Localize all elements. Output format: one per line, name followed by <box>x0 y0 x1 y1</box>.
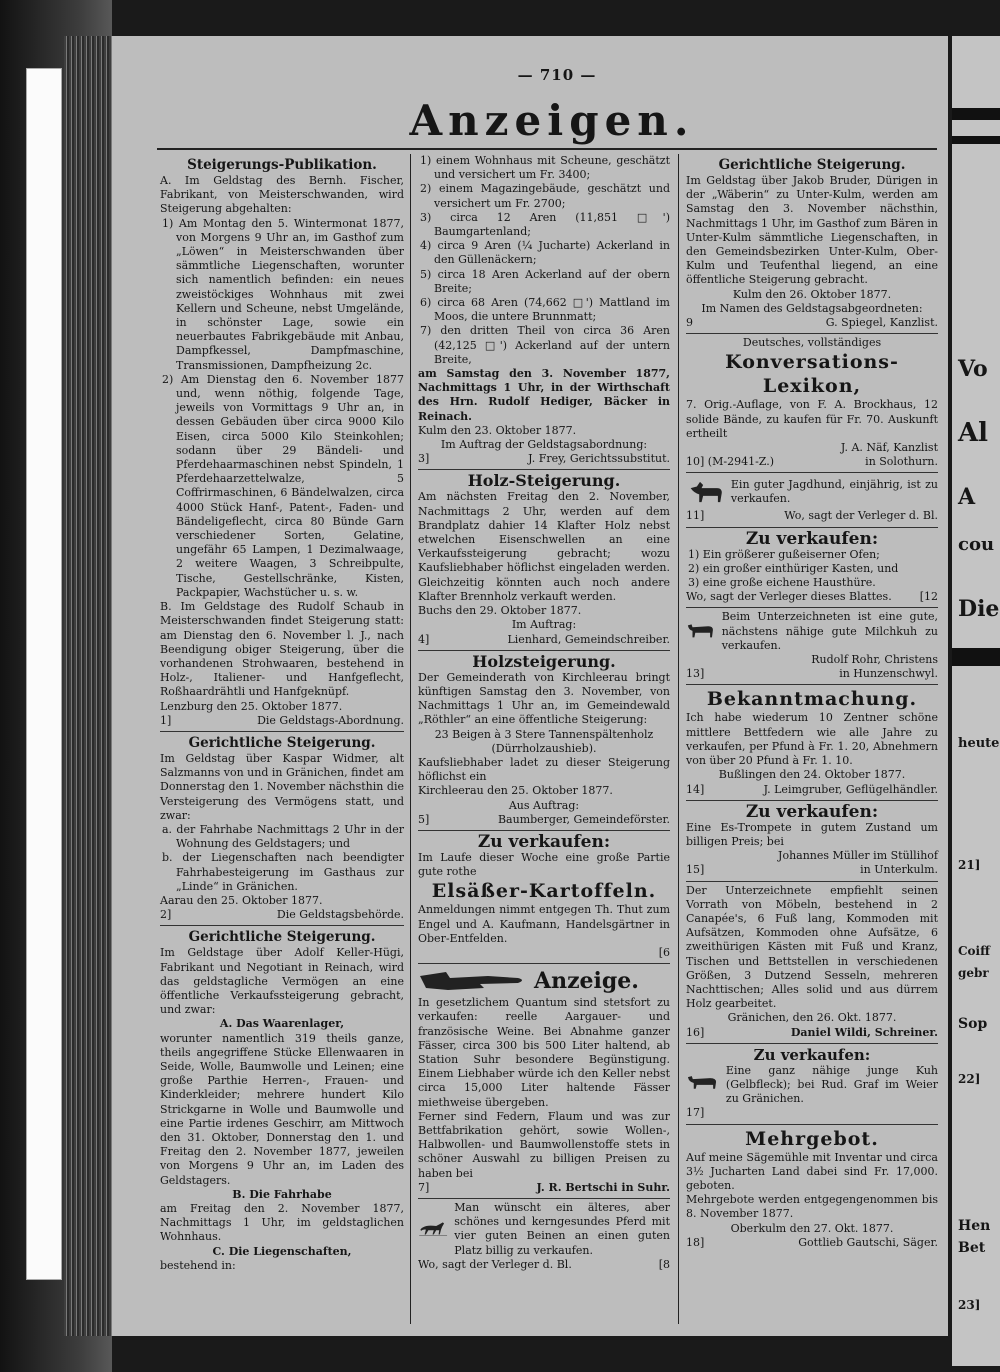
ad-number: 1] <box>160 713 172 727</box>
list-item: 6) circa 68 Aren (74,662 □') Mattland im Moos, die untere Brunnmatt; <box>420 296 670 324</box>
facing-text: Al <box>958 418 989 448</box>
subheading: B. Die Fahrhabe <box>232 1187 332 1201</box>
column-rule <box>678 154 679 1324</box>
signature: Die Geldstagsbehörde. <box>276 908 404 922</box>
kartoffeln-heading: Elsäßer-Kartoffeln. <box>431 880 657 903</box>
list-item: 5) circa 18 Aren Ackerland auf der obern Breite; <box>420 267 670 295</box>
paragraph: worunter namentlich 319 theils ganze, theils angegriffene Stücke Ellenwaaren in Seide, Wolle, Baumwolle und Leinen; eine große Parthie Herren-, Frauen- und Kinderkleider; mehrere hundert Kilo Strickgarne in Wolle und Baumwolle und eine Partie irdenes Geschirr, am Mittwoch den 31. Oktober, Donnerstag den 1. und Freitag den 2. November 1877, jeweilen von Morgens 9 Uhr an, im Laden des Geldstagers. <box>160 1031 404 1187</box>
signature: J. A. Näf, Kanzlist <box>840 441 938 455</box>
divider <box>686 1124 938 1125</box>
list-item: 7) den dritten Theil von circa 36 Aren (42,125 □') Ackerland auf der untern Breite, <box>420 324 670 366</box>
date-line: Bußlingen den 24. Oktober 1877. <box>718 768 906 782</box>
list-item: 4) circa 9 Aren (¼ Jucharte) Ackerland in den Güllenäckern; <box>420 239 670 267</box>
subheading: A. Das Waarenlager, <box>219 1017 345 1031</box>
list-item: 3) circa 12 Aren (11,851 □') Baumgartenland; <box>420 210 670 239</box>
list-item: 2) ein großer einthüriger Kasten, und <box>688 561 899 575</box>
left-column <box>160 154 404 1273</box>
verkaufen-heading: Zu verkaufen: <box>753 1045 871 1064</box>
paragraph: In gesetzlichem Quantum sind stetsfort zu verkaufen: reelle Aargauer- und französische Weine. Bei Abnahme ganzer Fässer, circa 300 bis 500 Liter haltend, ab Station Suhr besondere Begünstigung. Einem Liebhaber würde ich den Keller nebst circa 15,000 Liter haltende Fässer miethweise übergeben. <box>418 996 670 1109</box>
list-item: b. der Liegenschaften nach beendigter Fahrhabesteigerung im Gasthaus zur „Linde“ in Gränichen. <box>162 851 404 893</box>
paragraph: Ein guter Jagdhund, einjährig, ist zu verkaufen. <box>730 478 938 506</box>
dog-icon <box>686 475 725 509</box>
ad-number: 4] <box>418 632 430 646</box>
facing-text: 23] <box>958 1298 981 1312</box>
signature: in Hunzenschwyl. <box>839 667 938 681</box>
verkaufen-heading: Zu verkaufen: <box>477 831 611 852</box>
paper-strip <box>26 68 62 1280</box>
facing-text: A <box>958 484 976 510</box>
ad-code: (M-2941-Z.) <box>707 455 775 469</box>
holz-heading: Holz-Steigerung. <box>467 471 621 491</box>
paragraph: Man wünscht ein älteres, aber schönes und kerngesundes Pferd mit vier guten Beinen an einen guten Platz billig zu verkaufen. <box>454 1201 670 1257</box>
divider <box>686 881 938 882</box>
divider <box>418 830 670 831</box>
paragraph: Im Geldstage über Adolf Keller-Hügi, Fabrikant und Negotiant in Reinach, wird das geldstagliche Vermögen an eine öffentliche Verkaufssteigerung gebracht, und zwar: <box>160 946 404 1017</box>
signature: Gottlieb Gautschi, Säger. <box>798 1235 938 1249</box>
divider <box>686 684 938 685</box>
date-line: Kulm den 23. Oktober 1877. <box>418 423 577 437</box>
paragraph: A. Im Geldstag des Bernh. Fischer, Fabrikant, von Meisterschwanden, wird Steigerung abgehalten: <box>160 174 404 216</box>
ad-number: [12 <box>919 590 938 604</box>
date-line: Gränichen, den 26. Okt. 1877. <box>727 1011 897 1025</box>
ad-number: 14] <box>686 782 705 796</box>
middle-column <box>418 154 670 1272</box>
paragraph: 7. Orig.-Auflage, von F. A. Brockhaus, 12 solide Bände, zu kaufen für Fr. 70. Auskunft ertheilt <box>686 398 938 440</box>
divider <box>418 650 670 651</box>
signature: Die Geldstags-Abordnung. <box>257 713 404 727</box>
list-item: 1) einem Wohnhaus mit Scheune, geschätzt und versichert um Fr. 3400; <box>420 154 670 182</box>
ad-number: 17] <box>686 1106 705 1120</box>
list-item: a. der Fahrhabe Nachmittags 2 Uhr in der Wohnung des Geldstagers; und <box>162 822 404 851</box>
paragraph: Im Geldstag über Jakob Bruder, Dürigen in der „Wäberin“ zu Unter-Kulm, werden am Samstag den 3. November nächsthin, Nachmittags 1 Uhr, im Gasthof zum Bären in Unter-Kulm sämmtliche Liegenschaften, in den Gemeindsbezirken Unter-Kulm, Ober-Kulm und Teufenthal liegend, an eine öffentliche Steigerung gebracht. <box>686 174 938 287</box>
facing-text: Die <box>958 596 1000 622</box>
paragraph: Ferner sind Federn, Flaum und was zur Bettfabrikation gehört, sowie Wollen-, Halbwollen- und Baumwollenstoffe stets in schöner Auswahl zu billigen Preisen zu haben bei <box>418 1109 670 1180</box>
ad-number: 3] <box>418 452 430 466</box>
signature: G. Spiegel, Kanzlist. <box>825 316 938 330</box>
page-title: Anzeigen. <box>409 96 695 145</box>
list-item: 2) einem Magazingebäude, geschätzt und versichert um Fr. 2700; <box>420 182 670 210</box>
paragraph: Mehrgebote werden entgegengenommen bis 8. November 1877. <box>686 1193 938 1221</box>
divider <box>418 469 670 470</box>
paragraph: Der Unterzeichnete empfiehlt seinen Vorrath von Möbeln, bestehend in 2 Canapée's, 6 Fuß lang, Kommoden mit Aufsätzen, Kommoden ohne Aufsätze, 6 zweithürigen Kästen mit Fuß und Kranz, Tischen und Bettstellen in verschiedenen Größen, 3 Dutzend Sesseln, mehreren Nachttischen; Alles solid und aus dürrem Holz gearbeitet. <box>686 883 938 1011</box>
paragraph: Auf meine Sägemühle mit Inventar und circa 3½ Jucharten Land dabei sind Fr. 17,000. geboten. <box>686 1150 938 1192</box>
lexikon-top: Deutsches, vollständiges <box>742 336 882 350</box>
gerichtliche-heading: Gerichtliche Steigerung. <box>188 929 376 946</box>
divider <box>686 800 938 801</box>
date-line: Oberkulm den 27. Okt. 1877. <box>730 1221 894 1235</box>
divider <box>418 963 670 964</box>
where-line: Wo, sagt der Verleger d. Bl. <box>784 509 938 523</box>
paragraph: Eine Es-Trompete in gutem Zustand um billigen Preis; bei <box>686 820 938 848</box>
cow-icon <box>686 610 716 650</box>
divider <box>686 1043 938 1044</box>
ad-number: 9 <box>686 316 693 330</box>
ad-number: [6 <box>658 945 670 959</box>
auftrag-line: Aus Auftrag: <box>508 798 580 812</box>
signature: J. R. Bertschi in Suhr. <box>536 1180 670 1194</box>
page-number: — 710 — <box>517 66 597 84</box>
paragraph: Im Geldstag über Kaspar Widmer, alt Salzmanns von und in Gränichen, findet am Donnerstag den 1. November nächsthin die Versteigerung des Vermögens statt, und zwar: <box>160 751 404 822</box>
paragraph: Eine ganz nähige junge Kuh (Gelbfleck); bei Rud. Graf im Weier zu Gränichen. <box>725 1063 938 1106</box>
divider <box>686 472 938 473</box>
facing-rule <box>952 136 1000 144</box>
paragraph: bestehend in: <box>160 1258 236 1272</box>
where-line: Wo, sagt der Verleger d. Bl. <box>418 1257 572 1271</box>
list-item: 2) Am Dienstag den 6. November 1877 und, wenn nöthig, folgende Tage, jeweils von Vormittags 9 Uhr an, in dessen Gebäuden über circa 9000 Kilo Eisen, circa 5000 Kilo Steinkohlen; sodann über 29 Bändeli- und Pferdehaarmaschinen nebst Spindeln, 1 Pferdehaarzettelwalze, 5 Coffrirmaschinen, 6 Bändelwalzen, circa 4000 Stück Hanf-, Patent-, Faden- und Bändeligeflecht, circa 80 Bünde Garn verschiedener Sorten, Gelatine, ungefähr 65 Lampen, 1 Dezimalwaage, 2 weitere Waagen, 3 Schreibpulte, Tische, Gestellschränke, Kisten, Packpapier, Wachstücher u. s. w. <box>162 372 404 599</box>
paragraph: Der Gemeinderath von Kirchleerau bringt künftigen Samstag den 3. November, von Nachmittags 1 Uhr an, im Gemeindewald „Röthler“ an eine öffentliche Steigerung: <box>418 670 670 727</box>
holz-heading: Holzsteigerung. <box>472 651 616 671</box>
anzeige-heading: Anzeige. <box>534 968 639 995</box>
divider <box>418 1198 670 1199</box>
facing-text: Sop <box>958 1016 988 1032</box>
facing-rule <box>952 648 1000 666</box>
divider <box>686 607 938 608</box>
auftrag-line: Im Auftrag der Geldstagsabordnung: <box>440 438 648 452</box>
signature: Rudolf Rohr, Christens <box>811 653 938 667</box>
signature: J. Frey, Gerichtssubstitut. <box>528 452 670 466</box>
list-item: 1) Ein größerer gußeiserner Ofen; <box>688 547 880 561</box>
list-item: 1) Am Montag den 5. Wintermonat 1877, von Morgens 9 Uhr an, im Gasthof zum „Löwen“ in Meisterschwanden über sämmtliche Liegenschaften, worunter sich namentlich befinden: ein neues zweistöckiges Wohnhaus mit zwei Kellern und Scheune, nebst Umgelände, in schönster Lage, sowie ein neuerbautes Fabrikgebäude mit Anbau, Dampfkessel, Dampfmaschine, Transmissionen, Dampfheizung 2c. <box>162 216 404 372</box>
ad-number: 18] <box>686 1235 705 1249</box>
paragraph: am Samstag den 3. November 1877, Nachmittags 1 Uhr, in der Wirthschaft des Hrn. Rudolf Hediger, Bäcker in Reinach. <box>418 367 670 423</box>
facing-text: 21] <box>958 858 981 872</box>
cow-icon <box>686 1064 720 1100</box>
facing-text: gebr <box>958 966 989 980</box>
ad-number: 15] <box>686 863 705 877</box>
paragraph: Am nächsten Freitag den 2. November, Nachmittags 2 Uhr, werden auf dem Brandplatz dahier 14 Klafter Holz nebst etwelchen Eisenschwellen an eine Verkaufssteigerung gebracht; wozu Kaufsliebhaber höflichst eingeladen werden. Gleichzeitig könnten auch noch andere Klafter Brennholz verkauft werden. <box>418 490 670 603</box>
paragraph: am Freitag den 2. November 1877, Nachmittags 1 Uhr, im geldstaglichen Wohnhaus. <box>160 1202 404 1244</box>
facing-text: Vo <box>958 356 988 382</box>
facing-text: Coiff <box>958 944 990 958</box>
verkaufen-heading: Zu verkaufen: <box>745 528 879 549</box>
facing-text: 22] <box>958 1072 981 1086</box>
header-rule <box>157 148 937 150</box>
facing-text: heute <box>958 736 1000 751</box>
where-line: Wo, sagt der Verleger dieses Blattes. <box>686 590 892 604</box>
horse-icon <box>418 1201 448 1257</box>
bekanntmachung-heading: Bekanntmachung. <box>706 688 918 711</box>
signature: J. Leimgruber, Geflügelhändler. <box>763 782 938 796</box>
divider <box>686 527 938 528</box>
facing-page <box>952 36 1000 1366</box>
date-line: Kirchleerau den 25. Oktober 1877. <box>418 784 613 798</box>
ad-number: 13] <box>686 667 705 681</box>
date-line: Lenzburg den 25. Oktober 1877. <box>160 699 343 713</box>
ad-number: 5] <box>418 812 430 826</box>
ad-number: 11] <box>686 509 705 523</box>
steigerung-heading: Steigerungs-Publikation. <box>187 157 377 173</box>
signature: Baumberger, Gemeindeförster. <box>497 812 670 826</box>
paragraph: B. Im Geldstage des Rudolf Schaub in Meisterschwanden findet Steigerung statt: am Dienstag den 6. November l. J., nach Beendigung obiger Steigerung, über die vorhandenen Strohwaaren, bestehend in Holz-, Italiener- und Hanfgeflecht, Roßhaardrähtli und Hanfgeknüpf. <box>160 600 404 699</box>
pointing-hand-icon <box>418 966 528 996</box>
auftrag-line: Im Namen des Geldstagsabgeordneten: <box>701 301 923 315</box>
mehrgebot-heading: Mehrgebot. <box>745 1127 879 1150</box>
auftrag-line: Im Auftrag: <box>511 618 577 632</box>
facing-rule <box>952 108 1000 120</box>
ad-number: [8 <box>658 1257 670 1271</box>
facing-text: Bet <box>958 1240 986 1256</box>
divider <box>686 333 938 334</box>
page-edges <box>64 36 114 1336</box>
ad-number: 16] <box>686 1025 705 1039</box>
ad-number: 7] <box>418 1180 430 1194</box>
ad-number: 10] <box>686 455 705 469</box>
date-line: Aarau den 25. Oktober 1877. <box>160 893 323 907</box>
paragraph: Kaufsliebhaber ladet zu dieser Steigerung höflichst ein <box>418 755 670 784</box>
signature: Daniel Wildi, Schreiner. <box>790 1025 938 1039</box>
signature: in Unterkulm. <box>860 863 938 877</box>
gerichtliche-heading: Gerichtliche Steigerung. <box>188 734 376 751</box>
signature: in Solothurn. <box>865 455 938 469</box>
right-column <box>686 154 938 1250</box>
facing-text: cou <box>958 534 995 555</box>
subheading: C. Die Liegenschaften, <box>212 1244 352 1258</box>
signature: Lienhard, Gemeindschreiber. <box>507 632 670 646</box>
paragraph: Ich habe wiederum 10 Zentner schöne mittlere Bettfedern wie alle Jahre zu verkaufen, per Pfund à Fr. 1. 20, Abnehmern von über 20 Pfund à Fr. 1. 10. <box>686 711 938 768</box>
paragraph: Anmeldungen nimmt entgegen Th. Thut zum Engel und A. Kaufmann, Handelsgärtner in Ober-Entfelden. <box>418 903 670 945</box>
paragraph: Im Laufe dieser Woche eine große Partie gute rothe <box>418 850 670 879</box>
verkaufen-heading: Zu verkaufen: <box>745 801 879 822</box>
gerichtliche-heading: Gerichtliche Steigerung. <box>718 157 906 173</box>
paragraph: 23 Beigen à 3 Stere Tannenspältenholz (Dürrholzaushieb). <box>434 727 654 755</box>
divider <box>160 731 404 732</box>
ad-number: 2] <box>160 908 172 922</box>
newspaper-page <box>112 36 948 1336</box>
facing-text: Hen <box>958 1218 991 1234</box>
column-rule <box>410 154 411 1324</box>
signature: Johannes Müller im Stüllihof <box>778 849 938 863</box>
list-item: 3) eine große eichene Hausthüre. <box>688 576 876 590</box>
paragraph: Beim Unterzeichneten ist eine gute, nächstens nähige gute Milchkuh zu verkaufen. <box>721 610 938 652</box>
lexikon-heading: Konversations-Lexikon, <box>725 351 899 398</box>
date-line: Buchs den 29. Oktober 1877. <box>418 604 582 618</box>
date-line: Kulm den 26. Oktober 1877. <box>732 287 892 301</box>
divider <box>160 925 404 926</box>
